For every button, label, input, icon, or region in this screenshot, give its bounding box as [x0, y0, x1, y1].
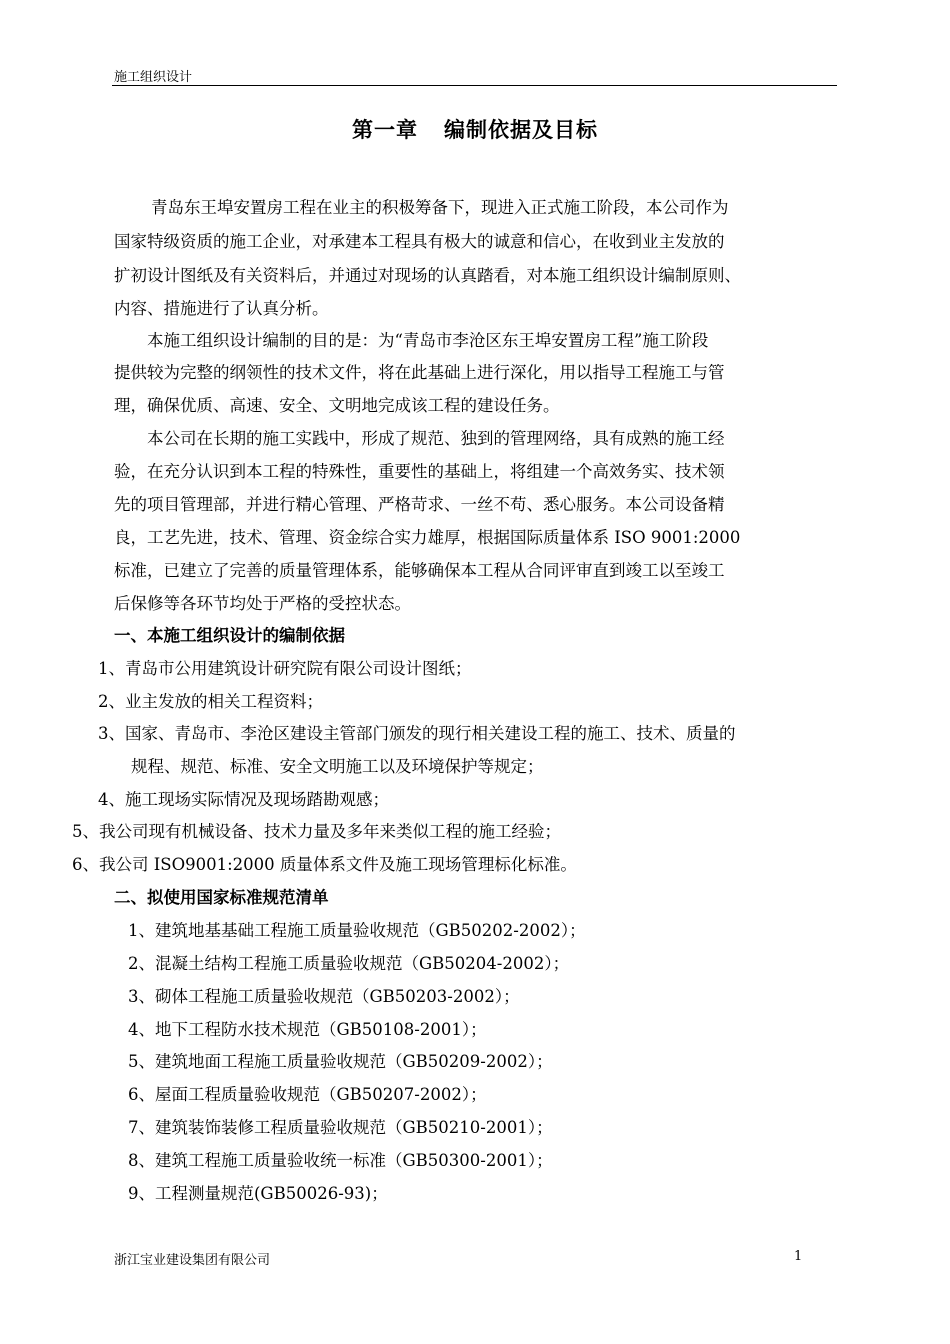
list-item: 1、青岛市公用建筑设计研究院有限公司设计图纸； [98, 659, 472, 678]
chapter-number: 第一章 [352, 117, 418, 142]
list-item: 5、我公司现有机械设备、技术力量及多年来类似工程的施工经验； [72, 822, 561, 841]
list-item: 3、国家、青岛市、李沧区建设主管部门颁发的现行相关建设工程的施工、技术、质量的 [98, 724, 736, 743]
list-item: 6、屋面工程质量验收规范（GB50207-2002）； [128, 1085, 487, 1104]
paragraph-line: 理，确保优质、高速、安全、文明地完成该工程的建设任务。 [114, 396, 560, 415]
list-item: 5、建筑地面工程施工质量验收规范（GB50209-2002）； [128, 1052, 553, 1071]
paragraph-line: 扩初设计图纸及有关资料后，并通过对现场的认真踏看，对本施工组织设计编制原则、 [114, 266, 741, 285]
section-heading: 二、拟使用国家标准规范清单 [114, 888, 329, 907]
paragraph-line: 青岛东王埠安置房工程在业主的积极筹备下，现进入正式施工阶段，本公司作为 [151, 198, 729, 217]
list-item: 9、工程测量规范(GB50026-93)； [128, 1184, 388, 1203]
list-item: 8、建筑工程施工质量验收统一标准（GB50300-2001）； [128, 1151, 553, 1170]
paragraph-line: 良，工艺先进，技术、管理、资金综合实力雄厚，根据国际质量体系 ISO 9001:2000 [114, 528, 741, 547]
section-heading: 一、本施工组织设计的编制依据 [114, 626, 345, 645]
paragraph-line: 提供较为完整的纲领性的技术文件，将在此基础上进行深化，用以指导工程施工与管 [114, 363, 725, 382]
list-item-continuation: 规程、规范、标准、安全文明施工以及环境保护等规定； [131, 757, 544, 776]
paragraph-line: 标准，已建立了完善的质量管理体系，能够确保本工程从合同评审直到竣工以至竣工 [114, 561, 725, 580]
page-number: 1 [794, 1249, 803, 1264]
header-rule [112, 85, 837, 86]
paragraph-line: 验，在充分认识到本工程的特殊性，重要性的基础上，将组建一个高效务实、技术领 [114, 462, 725, 481]
list-item: 2、混凝土结构工程施工质量验收规范（GB50204-2002）； [128, 954, 570, 973]
list-item: 1、建筑地基基础工程施工质量验收规范（GB50202-2002）； [128, 921, 586, 940]
list-item: 6、我公司 ISO9001:2000 质量体系文件及施工现场管理标化标准。 [72, 855, 577, 874]
paragraph-line: 后保修等各环节均处于严格的受控状态。 [114, 594, 411, 613]
list-item: 4、地下工程防水技术规范（GB50108-2001）； [128, 1020, 487, 1039]
paragraph-line: 内容、措施进行了认真分析。 [114, 299, 329, 318]
footer-company: 浙江宝业建设集团有限公司 [114, 1253, 271, 1268]
list-item: 7、建筑装饰装修工程质量验收规范（GB50210-2001）； [128, 1118, 553, 1137]
list-item: 3、砌体工程施工质量验收规范（GB50203-2002）； [128, 987, 520, 1006]
list-item: 4、施工现场实际情况及现场踏勘观感； [98, 790, 389, 809]
paragraph-line: 国家特级资质的施工企业，对承建本工程具有极大的诚意和信心，在收到业主发放的 [114, 232, 725, 251]
chapter-name: 编制依据及目标 [444, 117, 598, 142]
paragraph-line: 先的项目管理部，并进行精心管理、严格苛求、一丝不苟、悉心服务。本公司设备精 [114, 495, 725, 514]
page-header: 施工组织设计 [114, 70, 193, 85]
paragraph-line: 本公司在长期的施工实践中，形成了规范、独到的管理网络，具有成熟的施工经 [147, 429, 725, 448]
paragraph-line: 本施工组织设计编制的目的是：为“青岛市李沧区东王埠安置房工程”施工阶段 [147, 331, 709, 350]
list-item: 2、业主发放的相关工程资料； [98, 692, 323, 711]
chapter-title [0, 114, 950, 144]
